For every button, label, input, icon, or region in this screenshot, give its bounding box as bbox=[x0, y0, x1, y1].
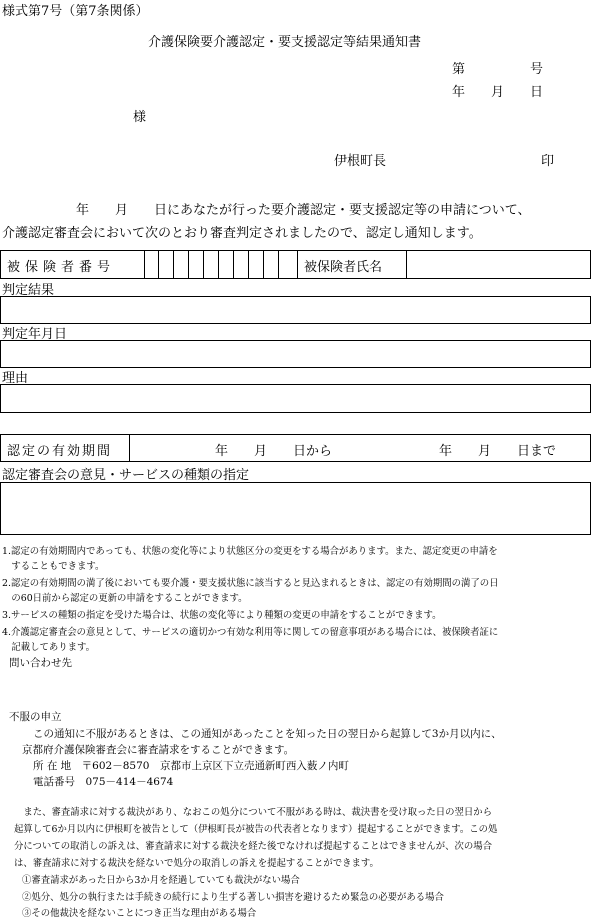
contact-label: 問い合わせ先 bbox=[9, 657, 72, 669]
note-line: の60日前から認定の更新の申請をすることができます。 bbox=[2, 593, 248, 604]
result-date-field bbox=[0, 340, 591, 368]
lawsuit-line: 分についての取消しの訴えは、審査請求に対する裁決を経た後でなければ提起することはできませんが、次の場合 bbox=[14, 841, 492, 852]
note-line: 記載してあります。 bbox=[2, 642, 95, 653]
appeal-phone: 電話番号 075－414－4674 bbox=[33, 776, 174, 788]
insured-row bbox=[0, 250, 591, 279]
digit-divider bbox=[188, 251, 189, 278]
note-line: 4.介護認定審査会の意見として、サービスの適切かつ有効な利用等に関しての留意事項がある場合には、被保険者証に bbox=[2, 627, 499, 638]
reason-label: 理由 bbox=[2, 371, 29, 386]
digit-divider bbox=[278, 251, 279, 278]
appeal-address: 所 在 地 〒602－8570 京都市上京区下立売通新町西入薮ノ内町 bbox=[33, 760, 349, 772]
intro-line-2: 介護認定審査会において次のとおり審査判定されましたので、認定し通知します。 bbox=[2, 226, 482, 241]
lawsuit-line: 起算して6か月以内に伊根町を被告として（伊根町長が被告の代表者となります）提起することができます。この処 bbox=[14, 824, 498, 835]
validity-row bbox=[0, 434, 591, 462]
result-date-label: 判定年月日 bbox=[2, 327, 68, 342]
note-line: 2.認定の有効期間の満了後においても要介護・要支援状態に該当すると見込まれるときは、認定の有効期間の満了の日 bbox=[2, 578, 499, 589]
digit-divider bbox=[203, 251, 204, 278]
name-divider bbox=[406, 251, 407, 278]
opinion-field bbox=[0, 482, 591, 535]
validity-divider bbox=[129, 435, 130, 461]
digit-divider bbox=[248, 251, 249, 278]
validity-from: 年 月 日から bbox=[215, 444, 333, 459]
validity-to: 年 月 日まで bbox=[439, 444, 557, 459]
digit-divider bbox=[218, 251, 219, 278]
digit-divider bbox=[233, 251, 234, 278]
note-line: 1.認定の有効期間内であっても、状態の変化等により状態区分の変更をする場合があります。また、認定変更の申請を bbox=[2, 546, 498, 557]
intro-line-1: 年 月 日にあなたが行った要介護認定・要支援認定等の申請について、 bbox=[76, 203, 531, 218]
appeal-line: この通知に不服があるときは、この通知があったことを知った日の翌日から起算して3か月以内に、 bbox=[33, 728, 502, 740]
date-line: 年 月 日 bbox=[452, 85, 544, 100]
form-id: 様式第7号（第7条関係） bbox=[2, 4, 149, 19]
document-title: 介護保険要介護認定・要支援認定等結果通知書 bbox=[148, 35, 422, 50]
appeal-heading: 不服の申立 bbox=[9, 711, 62, 723]
insured-number-label: 被保険者番号 bbox=[7, 260, 116, 275]
lawsuit-line: は、審査請求に対する裁決を経ないで処分の取消しの訴えを提起することができます。 bbox=[14, 858, 379, 869]
lawsuit-case: ②処分、処分の執行または手続きの続行により生ずる著しい損害を避けるため緊急の必要がある場合 bbox=[22, 892, 444, 903]
digit-divider bbox=[173, 251, 174, 278]
digit-divider bbox=[263, 251, 264, 278]
appeal-line: 京都府介護保険審査会に審査請求をすることができます。 bbox=[22, 744, 295, 756]
number-line: 第 号 bbox=[452, 62, 544, 77]
digit-divider bbox=[297, 251, 298, 278]
digit-divider bbox=[144, 251, 145, 278]
note-line: 3.サービスの種類の指定を受けた場合は、状態の変化等により種類の変更の申請をすることができます。 bbox=[2, 610, 442, 621]
addressee-suffix: 様 bbox=[133, 110, 147, 125]
result-label: 判定結果 bbox=[2, 283, 55, 298]
note-line: することもできます。 bbox=[2, 561, 105, 572]
lawsuit-case: ③その他裁決を経ないことにつき正当な理由がある場合 bbox=[22, 908, 257, 919]
issuer: 伊根町長 bbox=[334, 154, 387, 169]
lawsuit-line: また、審査請求に対する裁決があり、なおこの処分について不服がある時は、裁決書を受け取った日の翌日から bbox=[14, 807, 492, 818]
insured-name-label: 被保険者氏名 bbox=[304, 260, 383, 275]
lawsuit-case: ①審査請求があった日から3か月を経過していても裁決がない場合 bbox=[22, 875, 300, 886]
digit-divider bbox=[158, 251, 159, 278]
opinion-label: 認定審査会の意見・サービスの種類の指定 bbox=[2, 468, 250, 483]
reason-field bbox=[0, 384, 591, 413]
seal: 印 bbox=[541, 154, 555, 169]
result-field bbox=[0, 296, 591, 324]
validity-label: 認定の有効期間 bbox=[7, 444, 113, 459]
